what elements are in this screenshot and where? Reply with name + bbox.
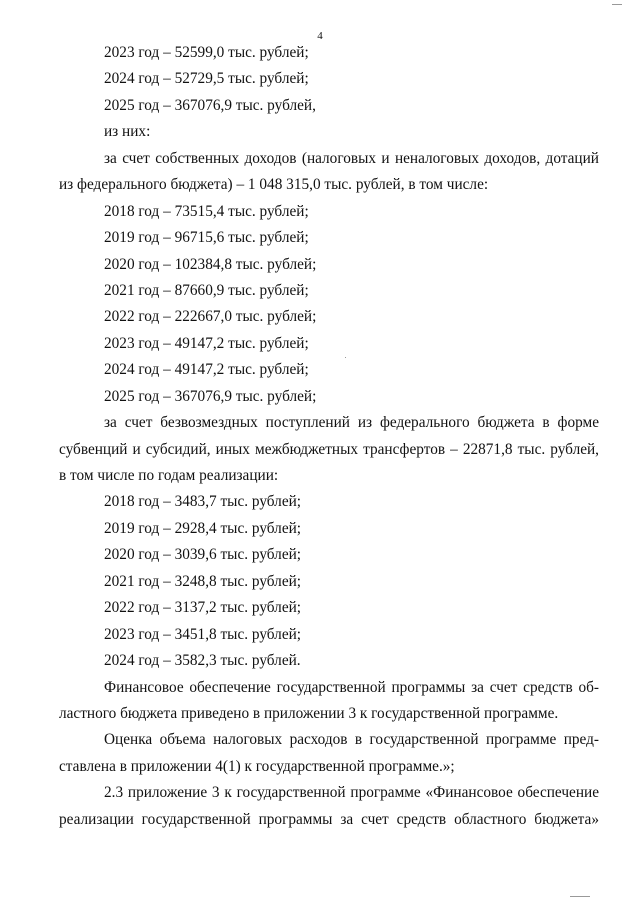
scan-artifact [570, 896, 590, 897]
scan-artifact [612, 4, 622, 5]
text-line: 2019 год – 96715,6 тыс. рублей; [104, 229, 309, 247]
text-line: за счет безвозмездных поступлений из федерального бюджета в форме [104, 414, 599, 432]
text-line: 2021 год – 3248,8 тыс. рублей; [104, 572, 302, 590]
text-line: 2018 год – 73515,4 тыс. рублей; [104, 202, 309, 220]
text-line: 2023 год – 3451,8 тыс. рублей; [104, 625, 302, 643]
text-line: 2.3 приложение 3 к государственной программе «Финансовое обеспечение [104, 784, 599, 802]
text-line: за счет собственных доходов (налоговых и неналоговых доходов, дотаций [104, 149, 599, 167]
text-line: ластного бюджета приведено в приложении 3 к государственной программе. [59, 704, 559, 722]
text-line: 2018 год – 3483,7 тыс. рублей; [104, 493, 302, 511]
text-line: 2023 год – 49147,2 тыс. рублей; [104, 334, 309, 352]
text-line: 2019 год – 2928,4 тыс. рублей; [104, 519, 302, 537]
text-line: 2024 год – 49147,2 тыс. рублей; [104, 361, 309, 379]
text-line: 2024 год – 52729,5 тыс. рублей; [104, 70, 309, 88]
document-body [59, 40, 599, 833]
text-line: 2024 год – 3582,3 тыс. рублей. [104, 652, 301, 670]
text-line: в том числе по годам реализации: [59, 467, 279, 484]
text-line: Оценка объема налоговых расходов в государственной программе пред- [104, 731, 599, 749]
scan-artifact [345, 357, 346, 358]
text-line: 2021 год – 87660,9 тыс. рублей; [104, 281, 309, 299]
text-line: ставлена в приложении 4(1) к государственной программе.»; [59, 757, 455, 775]
text-line: 2025 год – 367076,9 тыс. рублей; [104, 387, 317, 405]
text-line: субвенций и субсидий, иных межбюджетных трансфертов – 22871,8 тыс. рублей, [59, 440, 599, 458]
text-line: реализации государственной программы за счет средств областного бюджета» [59, 810, 599, 828]
text-line: 2023 год – 52599,0 тыс. рублей; [104, 44, 309, 61]
text-line: 2020 год – 102384,8 тыс. рублей; [104, 255, 317, 273]
text-line: 2020 год – 3039,6 тыс. рублей; [104, 546, 302, 564]
text-line: Финансовое обеспечение государственной программы за счет средств об- [104, 678, 599, 696]
text-line: из федерального бюджета) – 1 048 315,0 тыс. рублей, в том числе: [59, 176, 489, 194]
text-line: 2025 год – 367076,9 тыс. рублей, [104, 96, 316, 114]
text-line: 2022 год – 3137,2 тыс. рублей; [104, 599, 302, 617]
page-number: 4 [317, 30, 323, 42]
text-line: 2022 год – 222667,0 тыс. рублей; [104, 308, 317, 326]
text-line: из них: [104, 123, 151, 141]
